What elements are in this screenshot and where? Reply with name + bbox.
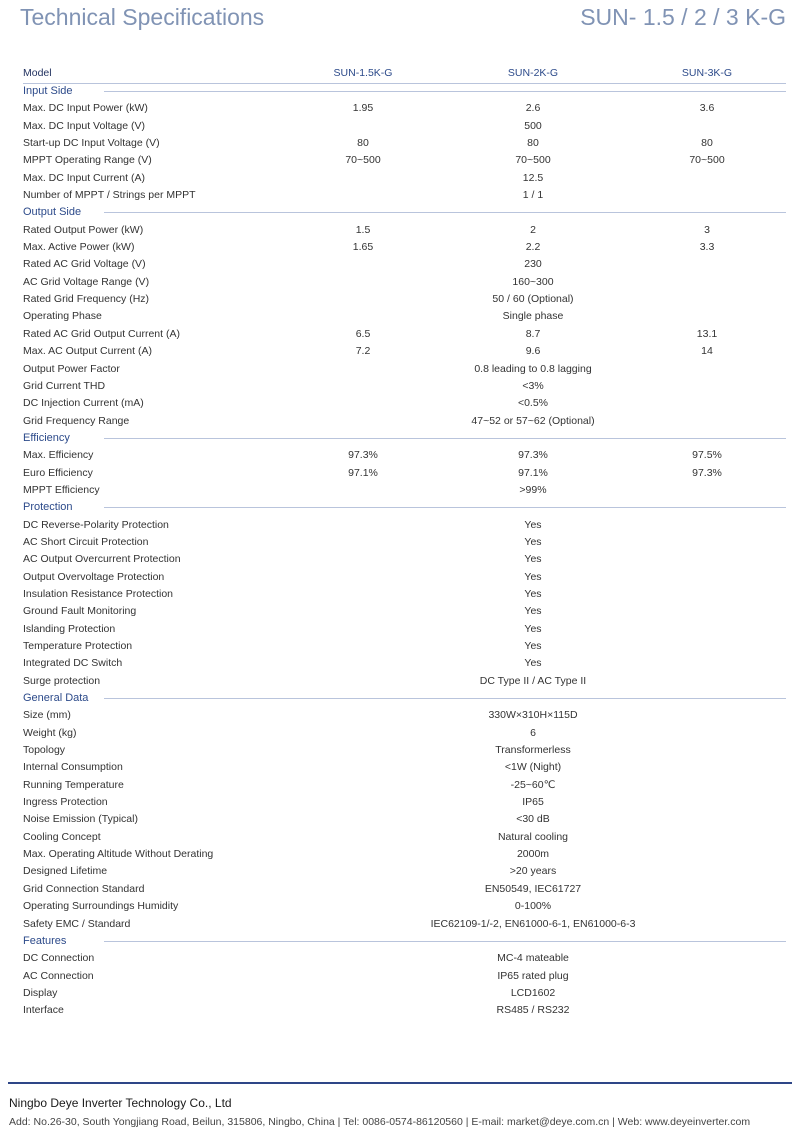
spec-label: AC Connection bbox=[23, 969, 94, 982]
footer-divider bbox=[8, 1082, 792, 1084]
spec-row bbox=[0, 916, 800, 933]
section-header bbox=[0, 83, 800, 100]
spec-value: 97.3% bbox=[348, 449, 378, 462]
spec-label: Max. Efficiency bbox=[23, 449, 94, 462]
spec-value: 2 bbox=[530, 223, 536, 236]
spec-value-common: 0-100% bbox=[514, 900, 552, 913]
spec-value: 80 bbox=[527, 137, 539, 150]
spec-value-common: EN50549, IEC61727 bbox=[484, 882, 582, 895]
spec-row bbox=[0, 950, 800, 967]
spec-label: Grid Connection Standard bbox=[23, 882, 145, 895]
spec-label: Grid Current THD bbox=[23, 379, 106, 392]
spec-value-common: 230 bbox=[524, 258, 542, 271]
spec-value: 2.2 bbox=[525, 241, 541, 254]
spec-row bbox=[0, 395, 800, 412]
spec-row bbox=[0, 361, 800, 378]
spec-label: AC Grid Voltage Range (V) bbox=[23, 275, 150, 288]
spec-value-common: 6 bbox=[530, 726, 536, 739]
model-name: SUN-1.5K-G bbox=[333, 67, 393, 79]
spec-value: 7.2 bbox=[355, 345, 371, 358]
section-title: Input Side bbox=[23, 85, 73, 97]
spec-value-common: 47~52 or 57~62 (Optional) bbox=[471, 414, 595, 427]
spec-row bbox=[0, 846, 800, 863]
spec-value: 97.1% bbox=[518, 466, 548, 479]
spec-row bbox=[0, 586, 800, 603]
spec-row bbox=[0, 465, 800, 482]
spec-label: Start-up DC Input Voltage (V) bbox=[23, 137, 160, 150]
spec-row bbox=[0, 256, 800, 273]
spec-label: MPPT Operating Range (V) bbox=[23, 154, 152, 167]
spec-label: Cooling Concept bbox=[23, 830, 101, 843]
spec-label: MPPT Efficiency bbox=[23, 483, 100, 496]
spec-label: DC Injection Current (mA) bbox=[23, 397, 144, 410]
spec-value-common: DC Type II / AC Type II bbox=[479, 674, 587, 687]
spec-value: 3.3 bbox=[699, 241, 715, 254]
company-address: Add: No.26-30, South Yongjiang Road, Beilun, 315806, Ningbo, China | Tel: 0086-0574-86120560 | E-mail: market@deye.com.cn | Web: www.deyeinverter.com bbox=[9, 1116, 751, 1128]
spec-row bbox=[0, 794, 800, 811]
spec-label: Rated AC Grid Voltage (V) bbox=[23, 258, 146, 271]
spec-value-common: >20 years bbox=[509, 865, 557, 878]
spec-row bbox=[0, 985, 800, 1002]
spec-label: Islanding Protection bbox=[23, 622, 116, 635]
spec-row bbox=[0, 187, 800, 204]
spec-label: Max. Operating Altitude Without Derating bbox=[23, 848, 214, 861]
spec-value-common: <30 dB bbox=[516, 813, 550, 826]
spec-row bbox=[0, 811, 800, 828]
spec-label: Display bbox=[23, 986, 58, 999]
spec-value: 70~500 bbox=[689, 154, 725, 167]
spec-row bbox=[0, 655, 800, 672]
spec-label: Max. DC Input Voltage (V) bbox=[23, 119, 145, 132]
spec-row bbox=[0, 274, 800, 291]
spec-value: 14 bbox=[701, 345, 713, 358]
spec-row bbox=[0, 482, 800, 499]
spec-label: Max. AC Output Current (A) bbox=[23, 345, 152, 358]
section-header bbox=[0, 499, 800, 516]
spec-label: Rated Grid Frequency (Hz) bbox=[23, 293, 150, 306]
spec-value: 1.65 bbox=[352, 241, 374, 254]
spec-value-common: Yes bbox=[524, 553, 542, 566]
spec-value-common: Single phase bbox=[502, 310, 564, 323]
spec-row bbox=[0, 863, 800, 880]
spec-label: Max. DC Input Power (kW) bbox=[23, 102, 148, 115]
spec-row bbox=[0, 413, 800, 430]
spec-value: 70~500 bbox=[345, 154, 381, 167]
spec-label: Interface bbox=[23, 1004, 64, 1017]
spec-label: Ground Fault Monitoring bbox=[23, 605, 137, 618]
spec-value-common: >99% bbox=[519, 483, 547, 496]
spec-value: 97.5% bbox=[692, 449, 722, 462]
spec-value: 80 bbox=[357, 137, 369, 150]
spec-row bbox=[0, 621, 800, 638]
spec-value-common: Yes bbox=[524, 657, 542, 670]
section-header bbox=[0, 690, 800, 707]
section-divider bbox=[104, 507, 786, 508]
spec-value: 70~500 bbox=[515, 154, 551, 167]
section-title: Features bbox=[23, 934, 67, 947]
spec-row bbox=[0, 829, 800, 846]
section-divider bbox=[104, 438, 786, 439]
spec-label: Grid Frequency Range bbox=[23, 414, 130, 427]
spec-row bbox=[0, 777, 800, 794]
spec-label: Temperature Protection bbox=[23, 640, 133, 652]
spec-label: Max. Active Power (kW) bbox=[23, 241, 135, 254]
spec-value: 3.6 bbox=[699, 102, 715, 115]
spec-value: 97.3% bbox=[518, 449, 548, 462]
spec-value: 97.1% bbox=[348, 466, 378, 479]
section-header bbox=[0, 430, 800, 447]
spec-label: Euro Efficiency bbox=[23, 466, 93, 479]
spec-row bbox=[0, 239, 800, 256]
spec-label: Operating Surroundings Humidity bbox=[23, 900, 179, 913]
spec-row bbox=[0, 898, 800, 915]
spec-value: 6.5 bbox=[355, 327, 371, 340]
spec-value-common: 1 / 1 bbox=[522, 189, 544, 202]
page-title: Technical Specifications bbox=[20, 4, 265, 30]
spec-row bbox=[0, 759, 800, 776]
page-header bbox=[20, 4, 786, 36]
spec-row bbox=[0, 135, 800, 152]
section-divider bbox=[104, 941, 786, 942]
model-label: Model bbox=[23, 67, 52, 79]
spec-value-common: Yes bbox=[524, 535, 542, 548]
company-name: Ningbo Deye Inverter Technology Co., Ltd bbox=[9, 1096, 232, 1110]
spec-value-common: MC-4 mateable bbox=[497, 952, 569, 965]
spec-label: Noise Emission (Typical) bbox=[23, 813, 138, 826]
spec-value-common: Transformerless bbox=[495, 744, 571, 757]
spec-value-common: <0.5% bbox=[517, 397, 549, 410]
spec-value-common: 12.5 bbox=[522, 171, 544, 184]
spec-label: Internal Consumption bbox=[23, 761, 123, 774]
section-title: Protection bbox=[23, 501, 73, 514]
spec-label: DC Reverse-Polarity Protection bbox=[23, 518, 169, 531]
spec-row bbox=[0, 673, 800, 690]
model-header-row bbox=[0, 63, 800, 83]
spec-row bbox=[0, 118, 800, 135]
spec-label: AC Short Circuit Protection bbox=[23, 535, 149, 548]
spec-value-common: 0.8 leading to 0.8 lagging bbox=[474, 362, 592, 375]
spec-value: 13.1 bbox=[696, 327, 718, 340]
section-divider bbox=[104, 212, 786, 213]
spec-label: Output Overvoltage Protection bbox=[23, 570, 165, 583]
spec-value-common: Yes bbox=[524, 640, 542, 652]
spec-row bbox=[0, 603, 800, 620]
spec-value-common: Yes bbox=[524, 587, 542, 600]
section-divider bbox=[104, 698, 786, 699]
spec-value-common: 330W×310H×115D bbox=[488, 709, 578, 722]
spec-value: 3 bbox=[704, 223, 710, 236]
spec-value-common: IP65 rated plug bbox=[497, 969, 569, 982]
spec-row bbox=[0, 343, 800, 360]
spec-value: 80 bbox=[701, 137, 713, 150]
spec-label: AC Output Overcurrent Protection bbox=[23, 553, 181, 566]
spec-label: Rated AC Grid Output Current (A) bbox=[23, 327, 180, 340]
spec-value-common: Natural cooling bbox=[497, 830, 569, 843]
model-name: SUN-2K-G bbox=[507, 67, 559, 79]
spec-row bbox=[0, 100, 800, 117]
spec-row bbox=[0, 1002, 800, 1019]
spec-value-common: 2000m bbox=[516, 848, 550, 861]
spec-value-common: Yes bbox=[524, 570, 542, 583]
spec-row bbox=[0, 170, 800, 187]
spec-value-common: IP65 bbox=[522, 796, 544, 809]
spec-row bbox=[0, 291, 800, 308]
spec-label: DC Connection bbox=[23, 952, 95, 965]
spec-value-common: 500 bbox=[524, 119, 542, 132]
spec-label: Safety EMC / Standard bbox=[23, 917, 131, 930]
product-series-title: SUN- 1.5 / 2 / 3 K-G bbox=[580, 4, 786, 30]
spec-value-common: IEC62109-1/-2, EN61000-6-1, EN61000-6-3 bbox=[430, 917, 636, 930]
spec-value: 8.7 bbox=[525, 327, 541, 340]
section-title: Output Side bbox=[23, 206, 82, 219]
section-header bbox=[0, 933, 800, 950]
spec-row bbox=[0, 742, 800, 759]
spec-label: Size (mm) bbox=[23, 709, 71, 722]
spec-row bbox=[0, 569, 800, 586]
spec-label: Output Power Factor bbox=[23, 362, 120, 375]
spec-value-common: Yes bbox=[524, 518, 542, 531]
spec-value-common: LCD1602 bbox=[510, 986, 556, 999]
spec-label: Topology bbox=[23, 744, 66, 757]
spec-value-common: RS485 / RS232 bbox=[496, 1004, 570, 1017]
spec-label: Insulation Resistance Protection bbox=[23, 587, 173, 600]
spec-value: 9.6 bbox=[525, 345, 541, 358]
spec-label: Designed Lifetime bbox=[23, 865, 108, 878]
spec-row bbox=[0, 326, 800, 343]
spec-value: 1.95 bbox=[352, 102, 374, 115]
section-divider bbox=[104, 91, 786, 92]
spec-row bbox=[0, 968, 800, 985]
spec-value: 2.6 bbox=[525, 102, 541, 115]
spec-row bbox=[0, 551, 800, 568]
spec-row bbox=[0, 534, 800, 551]
spec-value: 1.5 bbox=[355, 223, 371, 236]
spec-row bbox=[0, 707, 800, 724]
spec-row bbox=[0, 447, 800, 464]
spec-value-common: <3% bbox=[522, 379, 544, 392]
spec-value-common: 50 / 60 (Optional) bbox=[492, 293, 574, 306]
spec-row bbox=[0, 725, 800, 742]
spec-label: Max. DC Input Current (A) bbox=[23, 171, 145, 184]
model-name: SUN-3K-G bbox=[681, 67, 733, 79]
spec-label: Number of MPPT / Strings per MPPT bbox=[23, 189, 196, 202]
spec-label: Running Temperature bbox=[23, 778, 124, 791]
section-title: Efficiency bbox=[23, 431, 70, 444]
spec-row bbox=[0, 378, 800, 395]
spec-value-common: 160~300 bbox=[512, 275, 554, 288]
spec-row bbox=[0, 308, 800, 325]
spec-value-common: <1W (Night) bbox=[504, 761, 562, 774]
spec-value-common: -25~60℃ bbox=[510, 778, 556, 791]
spec-row bbox=[0, 222, 800, 239]
spec-label: Integrated DC Switch bbox=[23, 657, 123, 670]
spec-label: Weight (kg) bbox=[23, 726, 77, 739]
section-title: General Data bbox=[23, 692, 89, 705]
spec-row bbox=[0, 638, 800, 655]
section-header bbox=[0, 204, 800, 221]
spec-label: Surge protection bbox=[23, 674, 101, 687]
spec-row bbox=[0, 517, 800, 534]
spec-row bbox=[0, 881, 800, 898]
spec-label: Ingress Protection bbox=[23, 796, 108, 809]
spec-table bbox=[0, 63, 800, 1020]
spec-value-common: Yes bbox=[524, 605, 542, 618]
spec-value: 97.3% bbox=[692, 466, 722, 479]
spec-row bbox=[0, 152, 800, 169]
spec-label: Rated Output Power (kW) bbox=[23, 223, 144, 236]
spec-label: Operating Phase bbox=[23, 310, 102, 323]
spec-value-common: Yes bbox=[524, 622, 542, 635]
